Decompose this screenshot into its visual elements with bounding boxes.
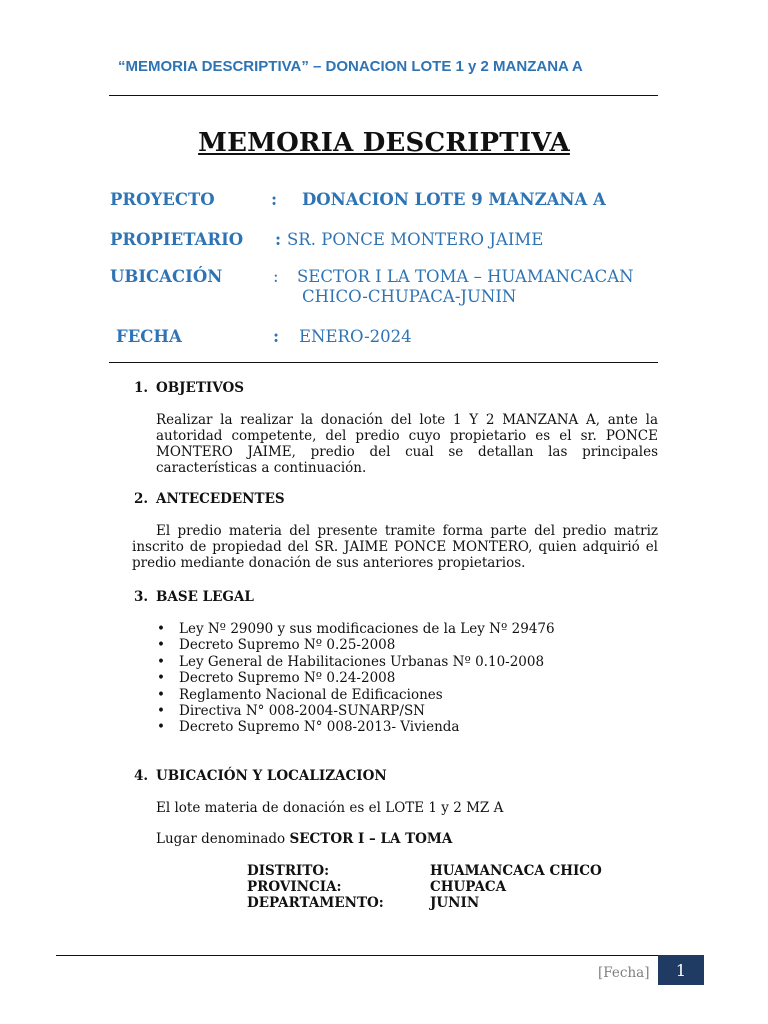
fecha-colon: : — [273, 327, 280, 346]
ubicacion-label: UBICACIÓN — [110, 267, 223, 286]
proyecto-colon: : — [271, 190, 278, 209]
departamento-value: JUNIN — [430, 895, 480, 911]
lugar-prefix: Lugar denominado — [156, 831, 290, 847]
section-objetivos-heading — [134, 380, 244, 396]
base-legal-list — [155, 621, 555, 736]
proyecto-label: PROYECTO — [110, 190, 215, 209]
propietario-value: SR. PONCE MONTERO JAIME — [287, 230, 544, 249]
running-header: “MEMORIA DESCRIPTIVA” – DONACION LOTE 1 y 2 MANZANA A — [118, 58, 583, 75]
proyecto-value: DONACION LOTE 9 MANZANA A — [302, 190, 606, 209]
section-title: UBICACIÓN Y LOCALIZACION — [156, 768, 387, 784]
list-item: • Directiva N° 008-2004-SUNARP/SN — [155, 703, 555, 719]
departamento-label: DEPARTAMENTO: — [247, 895, 384, 911]
section-title: BASE LEGAL — [156, 589, 254, 605]
footer-date-placeholder: [Fecha] — [598, 965, 650, 981]
fecha-value: ENERO-2024 — [299, 327, 412, 346]
info-divider — [109, 362, 658, 363]
distrito-value: HUAMANCACA CHICO — [430, 863, 602, 879]
section-number: 2. — [134, 491, 149, 507]
ubicacion-value-line1: SECTOR I LA TOMA – HUAMANCACAN — [297, 267, 634, 286]
list-item: • Ley Nº 29090 y sus modificaciones de la Ley Nº 29476 — [155, 621, 555, 637]
section-antecedentes-heading — [134, 491, 285, 507]
list-item: • Decreto Supremo N° 008-2013- Vivienda — [155, 719, 555, 735]
propietario-colon: : — [275, 230, 282, 249]
list-item: • Decreto Supremo Nº 0.25-2008 — [155, 637, 555, 653]
provincia-value: CHUPACA — [430, 879, 507, 895]
section-ubicacion-heading — [134, 768, 387, 784]
ubicacion-value-line2: CHICO-CHUPACA-JUNIN — [302, 287, 517, 306]
antecedentes-paragraph: El predio materia del presente tramite forma parte del predio matriz inscrito de propiedad del SR. JAIME PONCE MONTERO, quien adquirió el predio mediante donación de sus anteriores propietarios. — [132, 523, 658, 571]
provincia-label: PROVINCIA: — [247, 879, 342, 895]
section-number: 1. — [134, 380, 149, 396]
distrito-label: DISTRITO: — [247, 863, 330, 879]
header-divider — [109, 95, 658, 96]
section-title: OBJETIVOS — [156, 380, 244, 396]
footer-divider — [56, 955, 658, 956]
fecha-label: FECHA — [116, 327, 182, 346]
section-base-legal-heading — [134, 589, 254, 605]
ubicacion-colon: : — [273, 267, 279, 286]
list-item: • Decreto Supremo Nº 0.24-2008 — [155, 670, 555, 686]
section-number: 4. — [134, 768, 149, 784]
lugar-value: SECTOR I – LA TOMA — [289, 831, 453, 847]
list-item: • Reglamento Nacional de Edificaciones — [155, 687, 555, 703]
lote-text: El lote materia de donación es el LOTE 1 y 2 MZ A — [156, 800, 504, 816]
page-number: 1 — [658, 955, 704, 985]
lugar-line — [156, 831, 452, 847]
list-item: • Ley General de Habilitaciones Urbanas Nº 0.10-2008 — [155, 654, 555, 670]
objetivos-paragraph: Realizar la realizar la donación del lote 1 Y 2 MANZANA A, ante la autoridad competente, del predio cuyo propietario es el sr. PONCE MONTERO JAIME, predio del cual se detallan las principales características a continuación. — [156, 412, 658, 476]
section-title: ANTECEDENTES — [156, 491, 285, 507]
propietario-label: PROPIETARIO — [110, 230, 244, 249]
document-title: MEMORIA DESCRIPTIVA — [198, 128, 570, 158]
section-number: 3. — [134, 589, 149, 605]
